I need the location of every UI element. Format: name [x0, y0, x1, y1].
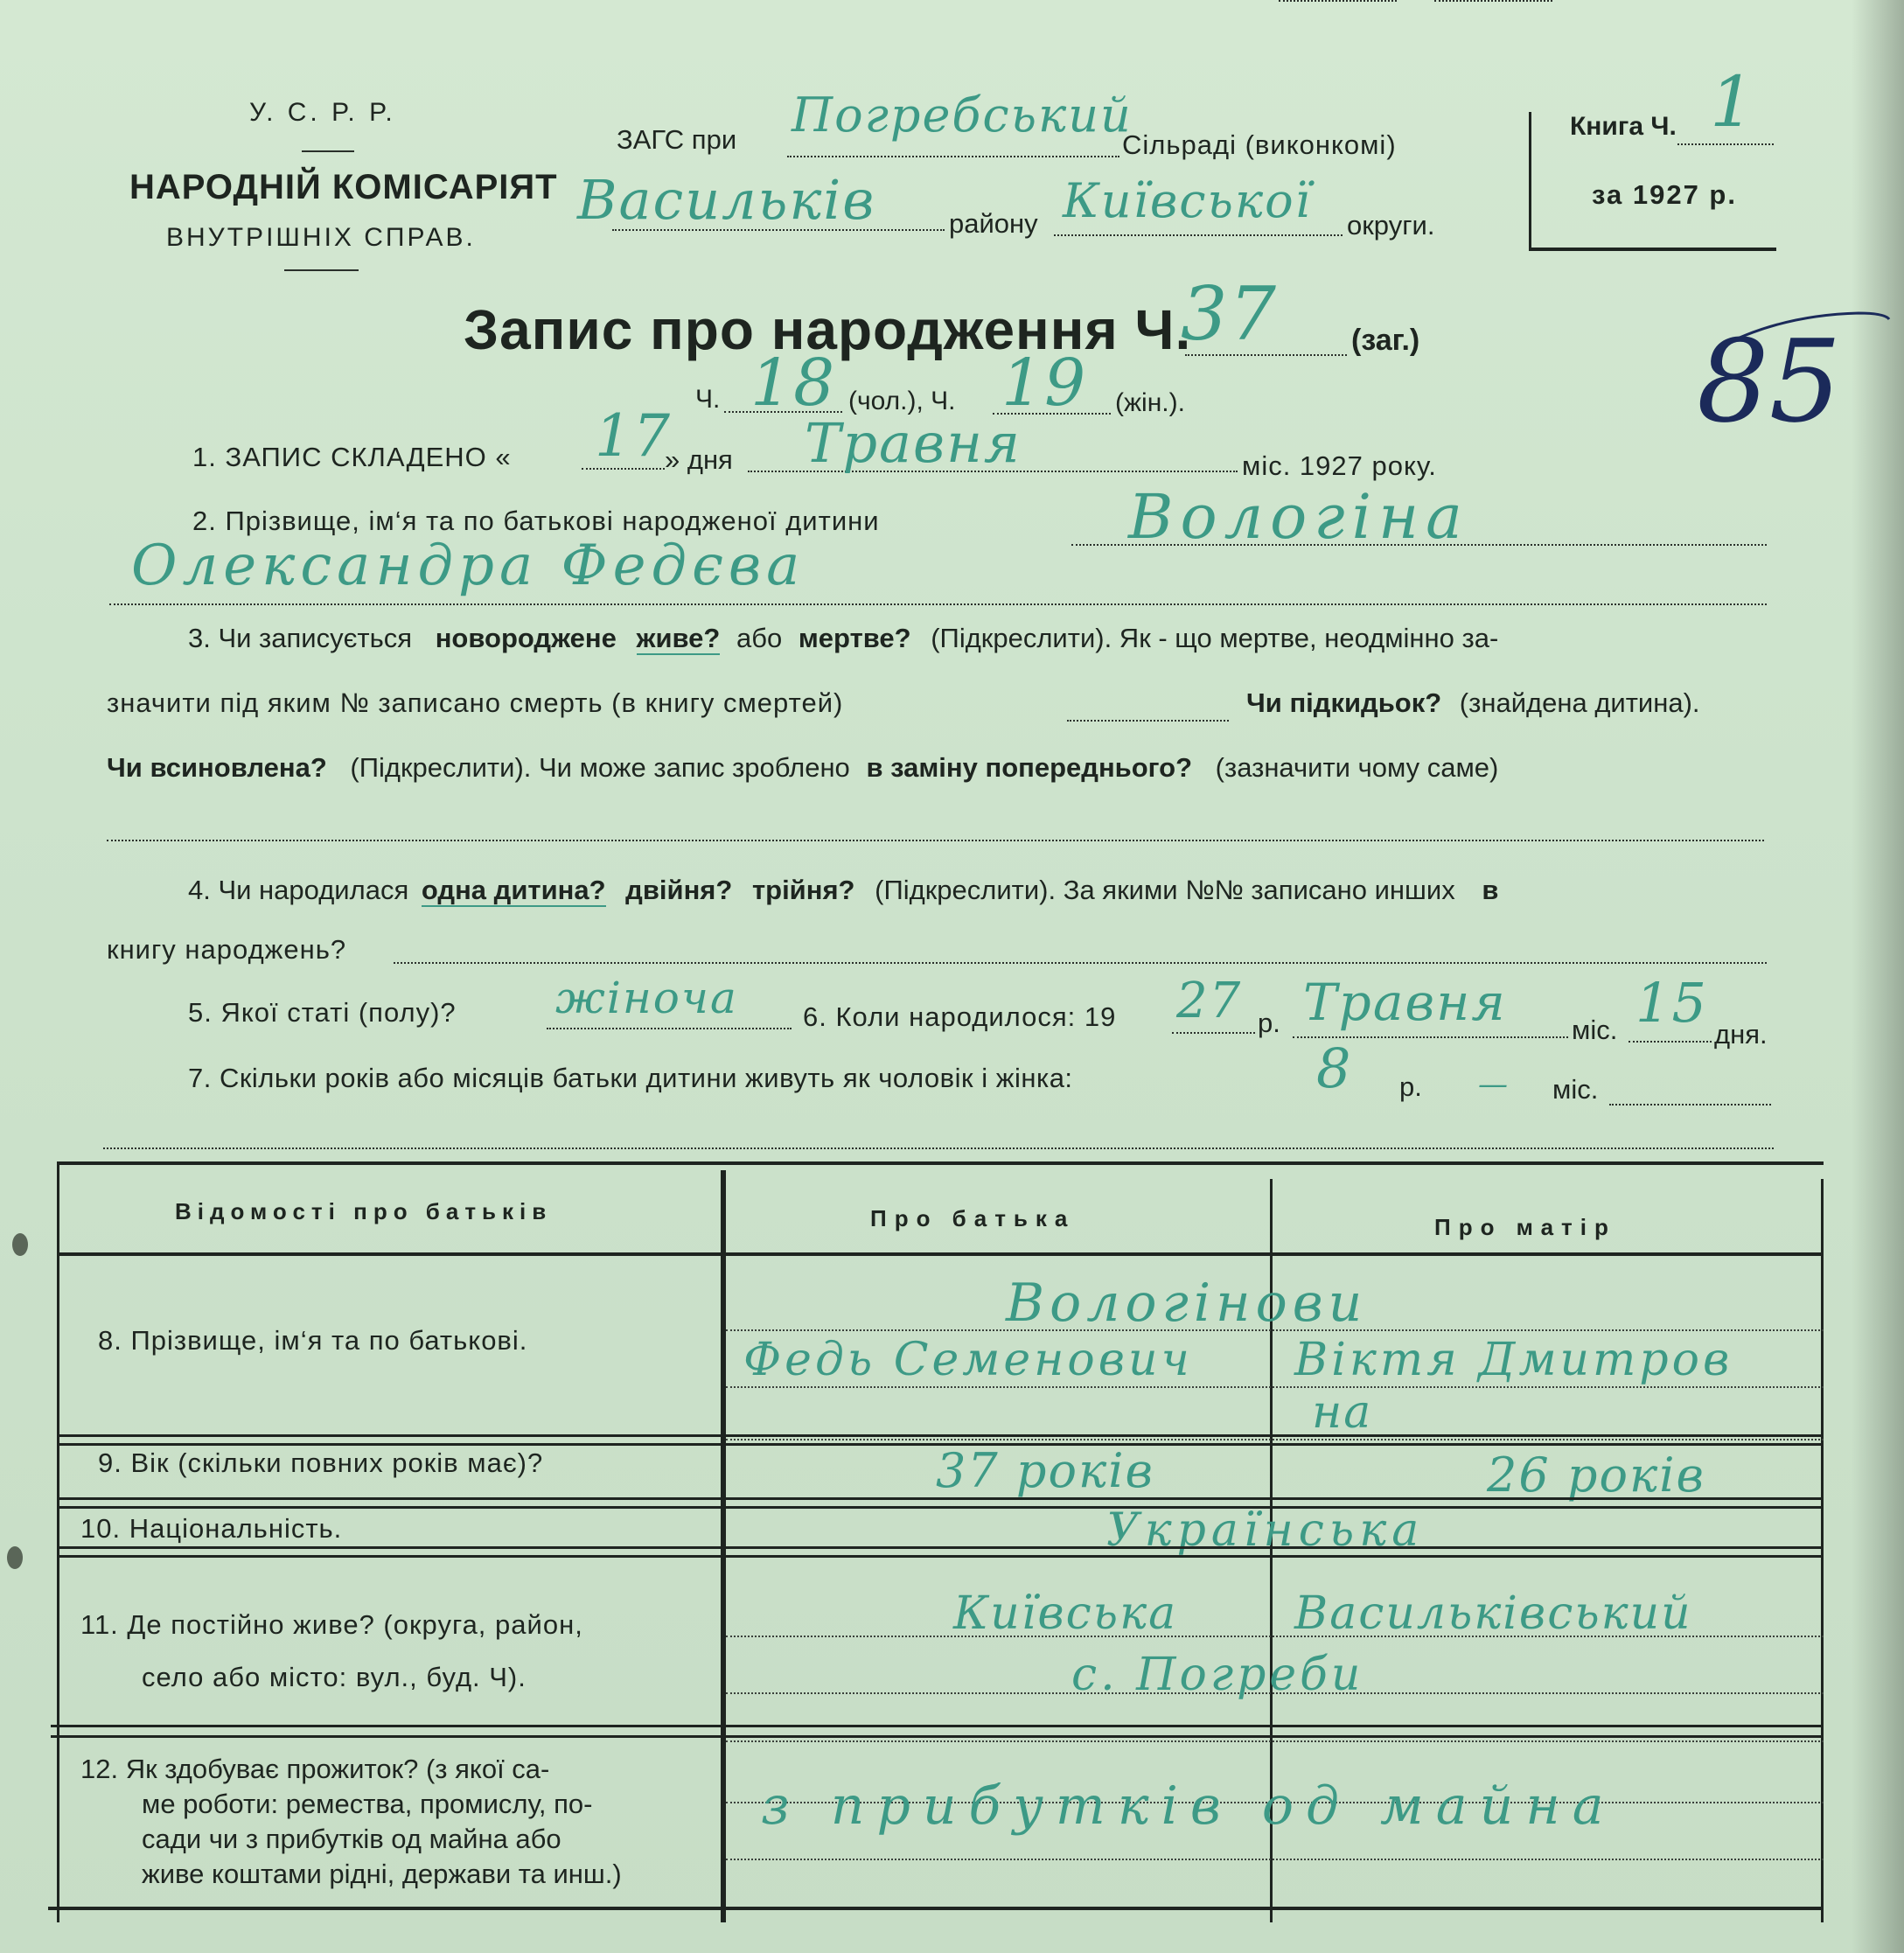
section3-line1	[188, 623, 1498, 654]
section2-surname: Вологіна	[1128, 481, 1469, 553]
section3-text: (знайдена дитина).	[1459, 687, 1700, 718]
section3-death-line	[1067, 720, 1229, 722]
section4-fill-line	[394, 962, 1767, 964]
row10-label: 10. Національність.	[80, 1513, 343, 1544]
row9-mother-value: 26 років	[1487, 1447, 1705, 1503]
row8-line	[726, 1386, 1824, 1388]
male-prefix: Ч.	[695, 385, 721, 414]
section4-text: 4. Чи народилася	[188, 875, 409, 905]
section6-day: 15	[1635, 971, 1708, 1035]
row12-line	[726, 1859, 1824, 1860]
row11-mother-value: Васильківський	[1294, 1587, 1692, 1640]
header-divider	[284, 269, 359, 271]
section1-day-value: 17	[595, 402, 672, 470]
okrug-label: округи.	[1347, 210, 1435, 241]
district-label: району	[949, 208, 1038, 239]
table-right-border	[1821, 1179, 1824, 1922]
row12-shared-value: з прибутків од майна	[761, 1775, 1616, 1837]
section3-replacement: в заміну попереднього?	[866, 752, 1193, 783]
total-number-label: (заг.)	[1351, 324, 1420, 357]
row8-mother-value: Віктя Дмитров	[1294, 1334, 1733, 1386]
section3-text: (зазначити чому саме)	[1215, 752, 1499, 783]
section3-alive: живе?	[636, 623, 721, 653]
book-number-line	[1677, 143, 1774, 145]
section7-right-line	[1609, 1104, 1771, 1106]
row9-father-value: 37 років	[936, 1443, 1154, 1498]
ministry-title: НАРОДНІЙ КОМІСАРІЯТ	[129, 168, 558, 206]
section6-r: р.	[1258, 1008, 1280, 1038]
book-number-value: 1	[1710, 61, 1756, 143]
male-number-value: 18	[750, 345, 837, 421]
row12-label-line2: ме роботи: ремества, промислу, по-	[142, 1789, 593, 1819]
table-header-divider	[57, 1252, 1824, 1256]
section7-months: —	[1478, 1067, 1510, 1102]
section7-years: 8	[1316, 1036, 1353, 1100]
row9-label: 9. Вік (скільки повних років має)?	[98, 1447, 544, 1478]
section3-text: (Підкреслити). Чи може запис зроблено	[350, 752, 850, 783]
section4-triplets: трійня?	[751, 875, 855, 905]
row11-shared-value: с. Погреби	[1071, 1649, 1364, 1701]
row-divider	[57, 1506, 1824, 1509]
row8-label: 8. Прізвище, ім‘я та по батькові.	[98, 1325, 528, 1356]
zags-village-value: Погребський	[792, 87, 1133, 143]
row-divider	[51, 1735, 1824, 1738]
section6-dnya: дня.	[1714, 1019, 1768, 1050]
section3-or: або	[736, 623, 783, 653]
row-divider	[57, 1546, 1824, 1549]
okrug-value: Київської	[1063, 173, 1312, 228]
zags-suffix: Сільраді (виконкомі)	[1122, 129, 1397, 160]
district-value: Васильків	[577, 168, 876, 232]
section6-mis: міс.	[1572, 1015, 1618, 1045]
section3-line4	[107, 840, 1764, 841]
row11-father-value: Київська	[953, 1587, 1178, 1640]
section4-line2: книгу народжень?	[107, 934, 347, 965]
section7-label: 7. Скільки років або місяців батьки дитини живуть як чоловік і жінка:	[188, 1063, 1073, 1093]
section7-r: р.	[1399, 1071, 1422, 1102]
row8-shared-value: Вологінови	[1006, 1273, 1368, 1334]
row-divider	[57, 1497, 1824, 1500]
section6-year-line	[1172, 1032, 1255, 1034]
section3-line3	[107, 752, 1498, 784]
section7-mis: міс.	[1552, 1074, 1599, 1105]
header-divider	[302, 150, 354, 152]
section1-month-value: Травня	[805, 411, 1022, 475]
section1-suffix: міс. 1927 року.	[1242, 450, 1437, 481]
section6-month: Травня	[1303, 973, 1507, 1032]
section4-twins: двійня?	[625, 875, 733, 905]
female-number-value: 19	[1001, 345, 1088, 421]
row11-line	[726, 1740, 1824, 1742]
section3-newborn: новороджене	[435, 623, 617, 653]
page-number-handwritten: 85	[1697, 315, 1842, 448]
section4-single: одна дитина?	[421, 875, 606, 905]
table-header-mother: Про матір	[1434, 1214, 1616, 1240]
section4-line1	[188, 875, 1498, 906]
section6-year: 27	[1176, 973, 1243, 1029]
section3-dead: мертве?	[798, 623, 911, 653]
ministry-subtitle: ВНУТРІШНІХ СПРАВ.	[166, 223, 476, 252]
row-divider	[57, 1555, 1824, 1558]
section3-text: (Підкреслити). Як - що мертве, неодмінно за-	[931, 623, 1499, 653]
section5-line	[547, 1028, 792, 1029]
section3-foundling: Чи підкидьок?	[1246, 687, 1442, 718]
row8-line	[726, 1439, 1824, 1440]
section1-mid: » дня	[665, 444, 733, 475]
record-title: Запис про народження Ч.	[464, 298, 1192, 361]
section7-months-line	[1434, 0, 1552, 2]
zags-prefix: ЗАГС при	[617, 124, 737, 155]
okrug-line	[1054, 234, 1343, 236]
section6-day-line	[1629, 1041, 1712, 1043]
binder-hole	[12, 1233, 28, 1256]
row12-label-line3: сади чи з прибутків од майна або	[142, 1824, 561, 1854]
table-header-father: Про батька	[870, 1205, 1076, 1231]
female-label: (жін.).	[1115, 388, 1185, 417]
book-year: за 1927 р.	[1592, 179, 1737, 210]
section3-text: 3. Чи записується	[188, 623, 413, 653]
row8-mother-cont: на	[1312, 1386, 1373, 1439]
section3-line2b	[1246, 687, 1700, 719]
zags-village-line	[787, 156, 1119, 157]
book-label: Книга Ч.	[1570, 112, 1677, 141]
table-top-border	[57, 1161, 1824, 1165]
binder-hole	[7, 1546, 23, 1569]
total-number-value: 37	[1181, 271, 1278, 357]
ink-stroke	[1727, 306, 1894, 359]
section1-prefix: 1. ЗАПИС СКЛАДЕНО «	[192, 442, 512, 472]
table-left-border	[57, 1161, 59, 1922]
table-bottom-border	[48, 1907, 1824, 1910]
section2-line2	[109, 603, 1767, 605]
table-header-parents: Відомості про батьків	[175, 1198, 553, 1224]
section5-value: жіноча	[555, 973, 738, 1023]
row10-shared-value: Українська	[1106, 1504, 1425, 1557]
republic-label: У. С. Р. Р.	[249, 98, 396, 127]
row11-label-line1: 11. Де постійно живе? (округа, район,	[80, 1609, 583, 1640]
section3-death-text: значити під яким № записано смерть (в книгу смертей)	[107, 687, 844, 718]
row-divider	[57, 1434, 1824, 1437]
row12-label-line1: 12. Як здобуває прожиток? (з якої са-	[80, 1754, 550, 1784]
male-label: (чол.), Ч.	[848, 387, 956, 415]
section3-line2	[107, 687, 843, 719]
section2-label: 2. Прізвище, ім‘я та по батькові народженої дитини	[192, 506, 880, 536]
row-divider	[51, 1725, 1824, 1727]
row12-label-line4: живе коштами рідні, держави та инш.)	[142, 1859, 622, 1889]
section4-text: (Підкреслити). За якими №№ записано инших	[875, 875, 1455, 905]
section5-label: 5. Якої статі (полу)?	[188, 997, 457, 1028]
section4-in: в	[1482, 875, 1499, 905]
row8-father-value: Федь Семенович	[743, 1334, 1193, 1386]
section7-fill-line	[103, 1147, 1774, 1149]
page-edge-shadow	[1852, 0, 1904, 1953]
section7-years-line	[1279, 0, 1397, 2]
row11-label-line2: село або місто: вул., буд. Ч).	[142, 1662, 527, 1692]
section3-adopted: Чи всиновлена?	[107, 752, 327, 783]
section2-given: Олександра Федєва	[131, 534, 806, 598]
section6-label: 6. Коли народилося: 19	[803, 1001, 1117, 1032]
